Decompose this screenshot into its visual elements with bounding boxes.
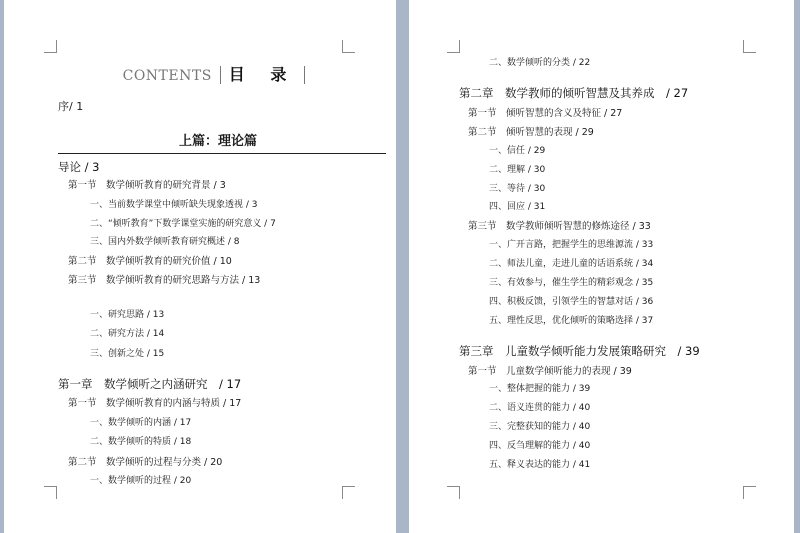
toc-section-entry[interactable]: 第一节 儿童数学倾听能力的表现 / 39 [468, 366, 632, 377]
toc-subsection-entry[interactable]: 一、整体把握的能力 / 39 [489, 384, 591, 394]
crop-mark-top-left [447, 40, 460, 53]
toc-chapter-entry[interactable]: 第一章 数学倾听之内涵研究 / 17 [58, 377, 242, 391]
toc-subsection-entry[interactable]: 二、“倾听教育”下数学课堂实施的研究意义 / 7 [90, 219, 276, 229]
toc-subsection-entry[interactable]: 一、广开言路，把握学生的思维源流 / 33 [489, 240, 654, 250]
toc-subsection-entry[interactable]: 四、回应 / 31 [489, 202, 546, 212]
toc-chapter-entry[interactable]: 第三章 儿童数学倾听能力发展策略研究 / 39 [459, 344, 700, 358]
toc-subsection-entry[interactable]: 一、数学倾听的内涵 / 17 [90, 418, 192, 428]
toc-section-entry[interactable]: 第二节 数学倾听教育的研究价值 / 10 [68, 256, 232, 267]
toc-subsection-entry[interactable]: 一、数学倾听的过程 / 20 [90, 476, 192, 486]
toc-subsection-entry[interactable]: 三、等待 / 30 [489, 184, 546, 194]
toc-subsection-entry[interactable]: 二、理解 / 30 [489, 165, 546, 175]
toc-subsection-entry[interactable]: 二、数学倾听的特质 / 18 [90, 437, 192, 447]
toc-subsection-entry[interactable]: 五、理性反思，优化倾听的策略选择 / 37 [489, 316, 654, 326]
toc-subsection-entry[interactable]: 三、有效参与，催生学生的精彩观念 / 35 [489, 278, 654, 288]
toc-subsection-entry[interactable]: 二、研究方法 / 14 [90, 329, 165, 339]
left-page [40, 18, 396, 514]
crop-mark-top-right [743, 40, 756, 53]
contents-title-cn: 目 录 [228, 65, 297, 84]
contents-title-en: CONTENTS [122, 68, 212, 84]
toc-section-entry[interactable]: 第三节 数学教师倾听智慧的修炼途径 / 33 [468, 221, 651, 232]
part-title-rule [58, 153, 386, 154]
toc-chapter-entry[interactable]: 第二章 数学教师的倾听智慧及其养成 / 27 [459, 86, 689, 100]
crop-mark-bottom-left [44, 486, 57, 499]
crop-mark-bottom-right [342, 486, 355, 499]
title-divider [304, 66, 305, 84]
toc-subsection-entry[interactable]: 一、信任 / 29 [489, 146, 546, 156]
left-window-edge [0, 0, 4, 533]
preface-entry[interactable]: 序/ 1 [58, 100, 84, 113]
toc-subsection-entry[interactable]: 二、语义连贯的能力 / 40 [489, 403, 591, 413]
toc-section-entry[interactable]: 第一节 倾听智慧的含义及特征 / 27 [468, 108, 623, 119]
toc-subsection-entry[interactable]: 一、当前数学课堂中倾听缺失现象透视 / 3 [90, 200, 258, 210]
toc-subsection-entry[interactable]: 三、完整获知的能力 / 40 [489, 422, 591, 432]
toc-section-entry[interactable]: 第一节 数学倾听教育的内涵与特质 / 17 [68, 398, 242, 409]
toc-subsection-entry[interactable]: 一、研究思路 / 13 [90, 310, 165, 320]
right-window-edge [794, 0, 800, 533]
toc-subsection-entry[interactable]: 二、数学倾听的分类 / 22 [489, 58, 591, 68]
right-page [409, 18, 765, 514]
page-gutter [396, 0, 409, 533]
toc-subsection-entry[interactable]: 四、反刍理解的能力 / 40 [489, 441, 591, 451]
crop-mark-bottom-left [447, 486, 460, 499]
title-divider [220, 66, 221, 84]
toc-section-entry[interactable]: 第一节 数学倾听教育的研究背景 / 3 [68, 180, 226, 191]
toc-section-entry[interactable]: 第二节 数学倾听的过程与分类 / 20 [68, 457, 223, 468]
contents-heading [40, 62, 396, 85]
toc-subsection-entry[interactable]: 二、师法儿童，走进儿童的话语系统 / 34 [489, 259, 654, 269]
toc-section-entry[interactable]: 第三节 数学倾听教育的研究思路与方法 / 13 [68, 275, 261, 286]
toc-subsection-entry[interactable]: 五、释义表达的能力 / 41 [489, 460, 591, 470]
crop-mark-top-left [44, 40, 57, 53]
toc-subsection-entry[interactable]: 三、创新之处 / 15 [90, 349, 165, 359]
crop-mark-bottom-right [743, 486, 756, 499]
toc-subsection-entry[interactable]: 四、积极反馈，引领学生的智慧对话 / 36 [489, 297, 654, 307]
toc-subsection-entry[interactable]: 三、国内外数学倾听教育研究概述 / 8 [90, 237, 240, 247]
part-title: 上篇：理论篇 [178, 134, 257, 149]
toc-section-entry[interactable]: 第二节 倾听智慧的表现 / 29 [468, 127, 594, 138]
crop-mark-top-right [342, 40, 355, 53]
toc-chapter-entry[interactable]: 导论 / 3 [58, 160, 100, 174]
